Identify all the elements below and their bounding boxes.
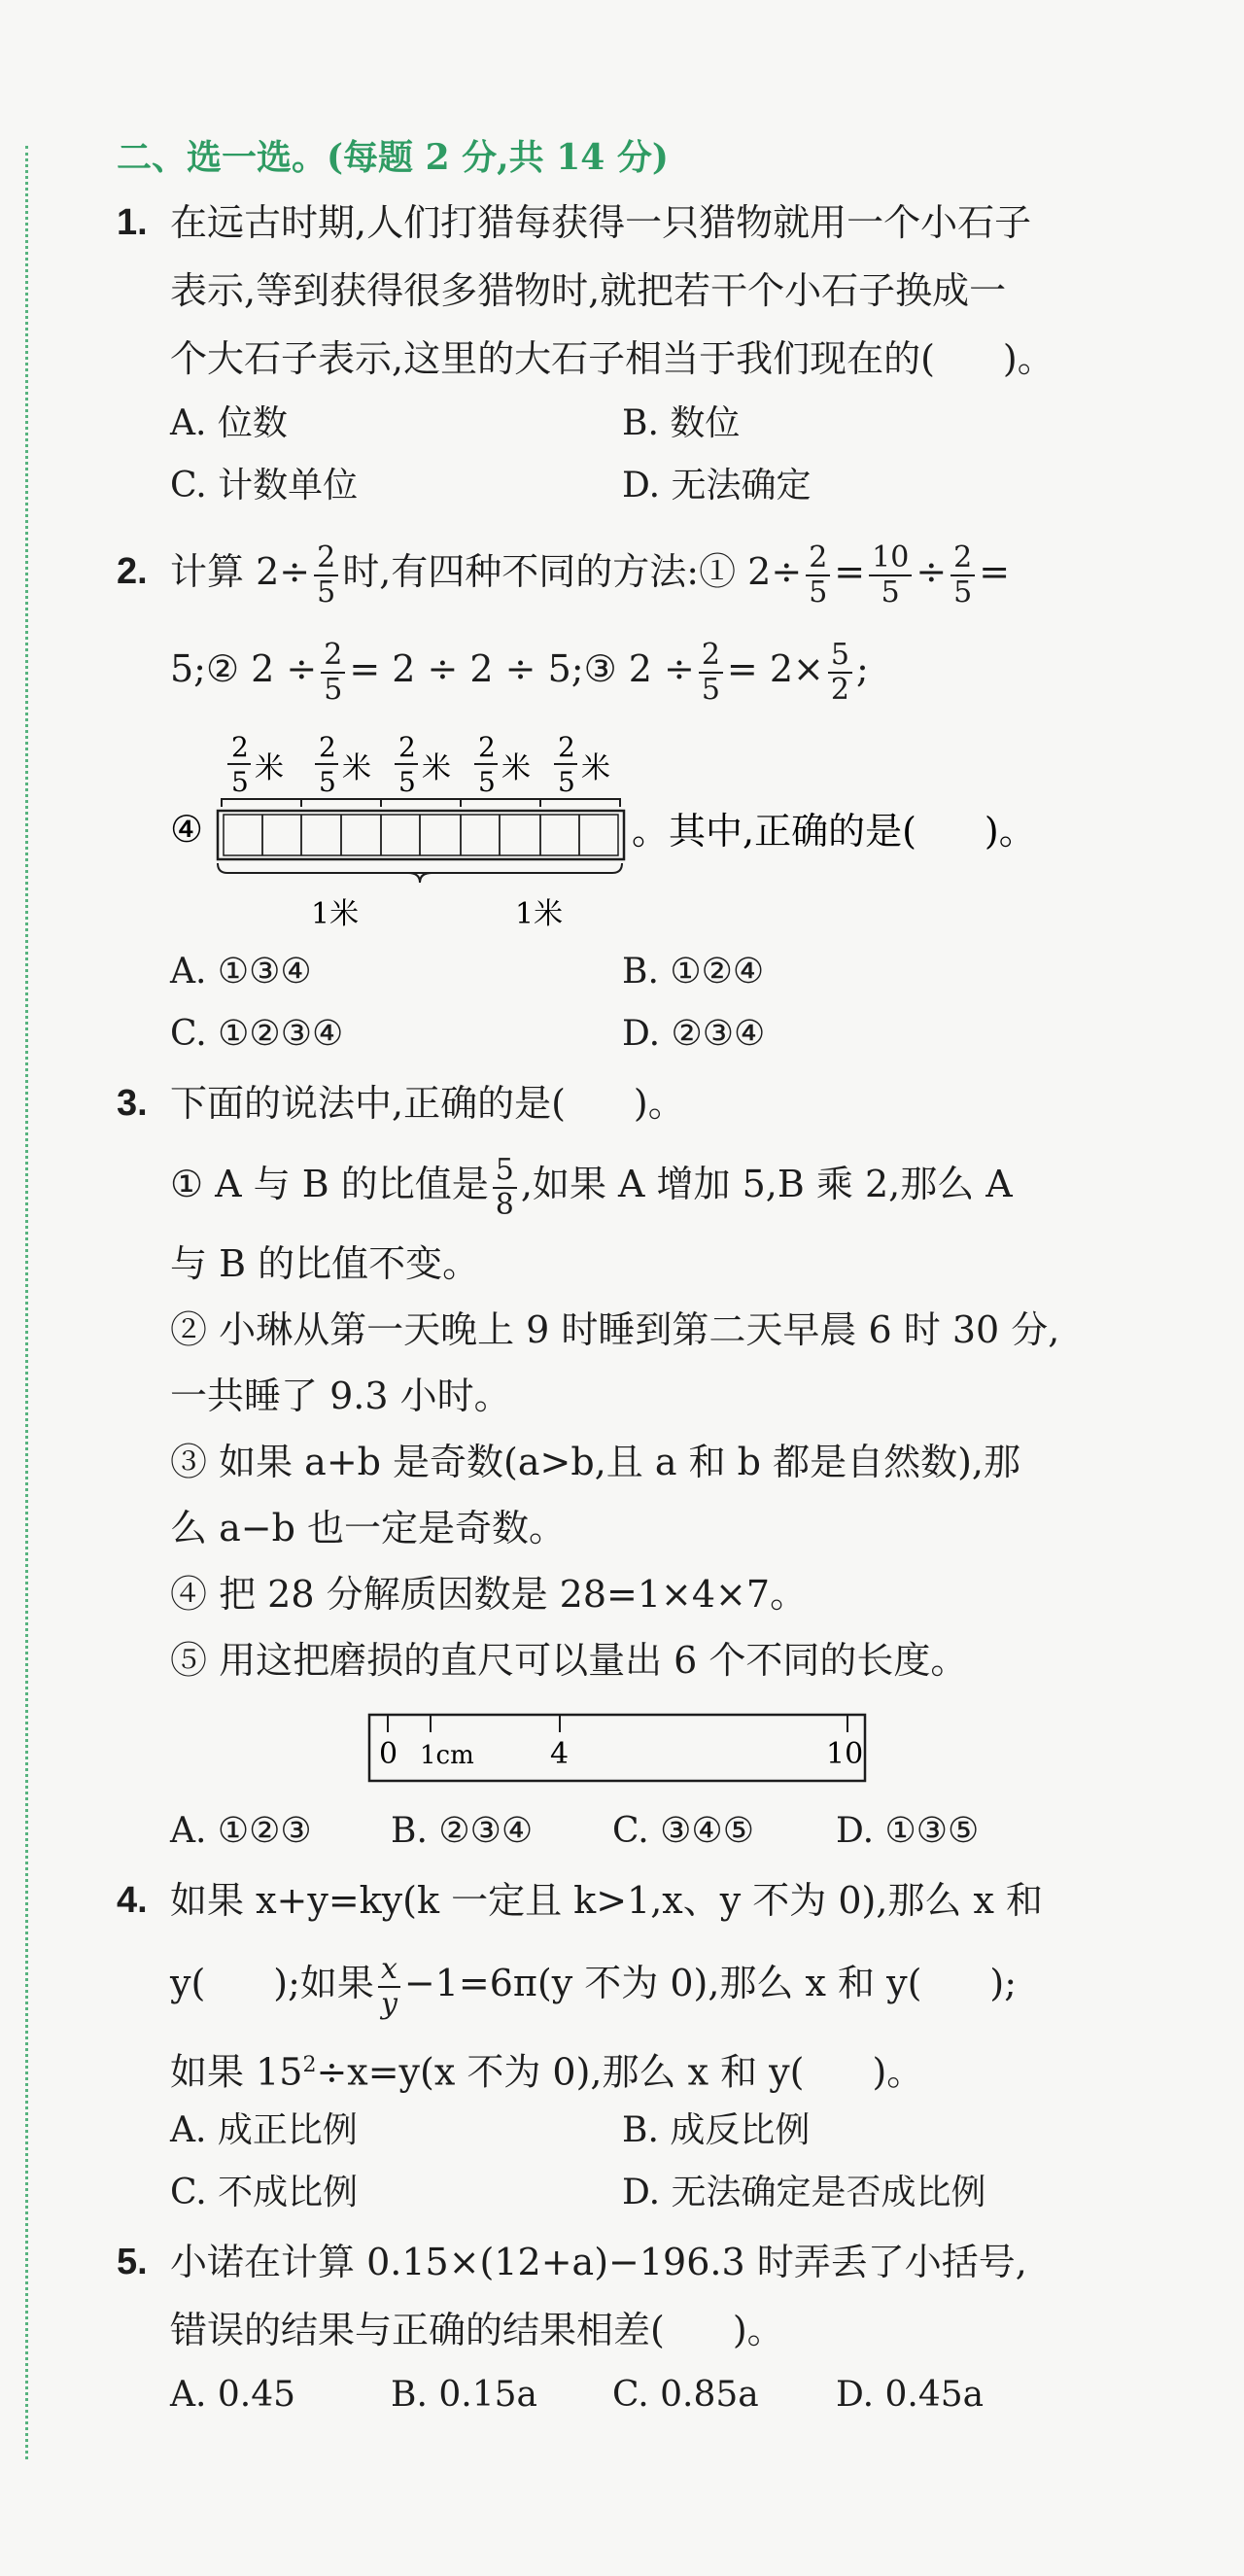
segment-label-1 <box>227 731 284 798</box>
fraction: $\frac{2}{5}$ <box>806 541 830 609</box>
circled-number-4: ④ <box>170 808 204 851</box>
statement-1: ① A 与 B 的比值是 $\frac{5}{8}$ ,如果 A 增加 5,B 乘 2,那么 A <box>170 1152 1013 1222</box>
option-b[interactable]: B. 数位 <box>622 403 741 443</box>
option-d[interactable]: D. 无法确定 <box>622 466 812 505</box>
option-d[interactable]: D. ②③④ <box>622 1014 766 1054</box>
statement-1-cont: 与 B 的比值不变。 <box>170 1242 480 1285</box>
fraction: $\frac{2}{5}$ <box>950 541 975 609</box>
option-c[interactable]: C. 0.85a <box>612 2375 759 2415</box>
fraction: $\frac{5}{2}$ <box>828 639 852 707</box>
segment-label-5 <box>554 731 610 798</box>
option-a[interactable]: A. ①②③ <box>170 1811 312 1851</box>
fraction: $\frac{2}{5}$ <box>321 639 345 707</box>
svg-text:5: 5 <box>231 766 249 798</box>
question-2 <box>117 523 1088 1065</box>
statement-5: ⑤ 用这把磨损的直尺可以量出 6 个不同的长度。 <box>170 1639 968 1682</box>
broken-ruler <box>117 1693 1088 1800</box>
svg-text:2: 2 <box>558 731 575 763</box>
option-b[interactable]: B. ②③④ <box>391 1811 534 1851</box>
question-number: 5. <box>117 2242 148 2282</box>
svg-text:5: 5 <box>478 766 496 798</box>
segment-1m-label: 1米 <box>311 897 360 931</box>
svg-text:2: 2 <box>231 731 249 763</box>
option-d[interactable]: D. 0.45a <box>836 2375 985 2415</box>
segment-diagram <box>117 717 1088 941</box>
question-text: 如果 $15^2\div x=y(x$ 不为 0),那么 x 和 y( )。 <box>170 2050 924 2094</box>
option-a[interactable]: A. 0.45 <box>170 2375 296 2415</box>
question-5 <box>117 2228 1088 2426</box>
option-c[interactable]: C. 计数单位 <box>170 466 359 505</box>
fraction: $\frac{x}{y}$ <box>378 1953 400 2021</box>
fraction: $\frac{2}{5}$ <box>699 639 723 707</box>
statement-3-cont: 么 a−b 也一定是奇数。 <box>170 1507 566 1549</box>
option-b[interactable]: B. 成反比例 <box>622 2110 811 2150</box>
svg-text:5: 5 <box>558 766 575 798</box>
question-3 <box>117 1069 1088 1862</box>
segment-diagram-row <box>117 717 1088 941</box>
question-text: 计算 2÷ $\frac{2}{5}$ 时,有四种不同的方法:① 2÷ $\frac{2}{5}$ = $\frac{10}{5}$ ÷ $\frac{2}{5}$ = <box>170 540 1011 609</box>
segment-label-3 <box>395 731 451 798</box>
option-d[interactable]: D. 无法确定是否成比例 <box>622 2173 986 2212</box>
question-text: y( );如果 $\frac{x}{y}$ −1=6π(y 不为 0),那么 x 和 y( ); <box>170 1951 1018 2021</box>
question-text: 在远古时期,人们打猎每获得一只猎物就用一个小石子 <box>170 201 1032 244</box>
margin-dotted-line <box>25 146 28 2459</box>
ruler-tick-1: 1cm <box>420 1741 474 1770</box>
section-title: 二、选一选。(每题 2 分,共 14 分) <box>117 137 669 178</box>
svg-text:5: 5 <box>398 766 416 798</box>
fraction: $\frac{5}{8}$ <box>493 1154 517 1222</box>
svg-text:2: 2 <box>398 731 416 763</box>
segment-1m-label: 1米 <box>515 897 564 931</box>
svg-text:米: 米 <box>342 751 371 785</box>
statement-2-cont: 一共睡了 9.3 小时。 <box>170 1375 511 1417</box>
segment-label-4 <box>474 731 531 798</box>
fraction: $\frac{2}{5}$ <box>314 541 338 609</box>
option-a[interactable]: A. 成正比例 <box>170 2110 358 2150</box>
question-text: 小诺在计算 0.15×(12+a)−196.3 时弄丢了小括号, <box>170 2241 1027 2283</box>
question-number: 3. <box>117 1083 148 1124</box>
option-b[interactable]: B. 0.15a <box>391 2375 537 2415</box>
option-a[interactable]: A. ①③④ <box>170 952 312 992</box>
svg-text:米: 米 <box>501 751 531 785</box>
fraction: $\frac{10}{5}$ <box>869 541 912 609</box>
option-d[interactable]: D. ①③⑤ <box>836 1811 980 1851</box>
ruler-tick-0: 0 <box>379 1737 398 1771</box>
question-text: 下面的说法中,正确的是( )。 <box>170 1082 685 1125</box>
question-text: 5;② 2 ÷ $\frac{2}{5}$ = 2 ÷ 2 ÷ 5;③ 2 ÷ $\frac{2}{5}$ = 2× $\frac{5}{2}$ ; <box>170 637 869 707</box>
option-a[interactable]: A. 位数 <box>170 403 288 443</box>
question-1 <box>117 189 1088 517</box>
svg-text:米: 米 <box>422 751 451 785</box>
question-text: 如果 x+y=ky(k 一定且 k>1,x、y 不为 0),那么 x 和 <box>170 1879 1044 1922</box>
question-text: 错误的结果与正确的结果相差( )。 <box>170 2309 784 2351</box>
question-number: 4. <box>117 1880 148 1921</box>
svg-text:2: 2 <box>478 731 496 763</box>
ruler-tick-4: 4 <box>550 1737 570 1771</box>
svg-text:5: 5 <box>319 766 336 798</box>
question-text: 。其中,正确的是( )。 <box>632 810 1036 853</box>
svg-text:米: 米 <box>255 751 284 785</box>
question-text: 个大石子表示,这里的大石子相当于我们现在的( )。 <box>170 337 1054 380</box>
option-c[interactable]: C. ③④⑤ <box>612 1811 754 1851</box>
segment-label-2 <box>315 731 371 798</box>
ruler-tick-10: 10 <box>826 1737 864 1771</box>
option-c[interactable]: C. 不成比例 <box>170 2173 359 2212</box>
question-number: 1. <box>117 202 148 243</box>
option-c[interactable]: C. ①②③④ <box>170 1014 344 1054</box>
option-b[interactable]: B. ①②④ <box>622 952 765 992</box>
svg-text:2: 2 <box>319 731 336 763</box>
segment-bar <box>218 811 624 859</box>
statement-2: ② 小琳从第一天晚上 9 时睡到第二天早晨 6 时 30 分, <box>170 1308 1060 1351</box>
worksheet-page <box>117 126 1088 2426</box>
statement-3: ③ 如果 a+b 是奇数(a>b,且 a 和 b 都是自然数),那 <box>170 1441 1020 1483</box>
question-text: 表示,等到获得很多猎物时,就把若干个小石子换成一 <box>170 269 1007 312</box>
question-4 <box>117 1866 1088 2224</box>
svg-text:米: 米 <box>581 751 610 785</box>
question-number: 2. <box>117 551 148 592</box>
statement-4: ④ 把 28 分解质因数是 28=1×4×7。 <box>170 1573 808 1616</box>
